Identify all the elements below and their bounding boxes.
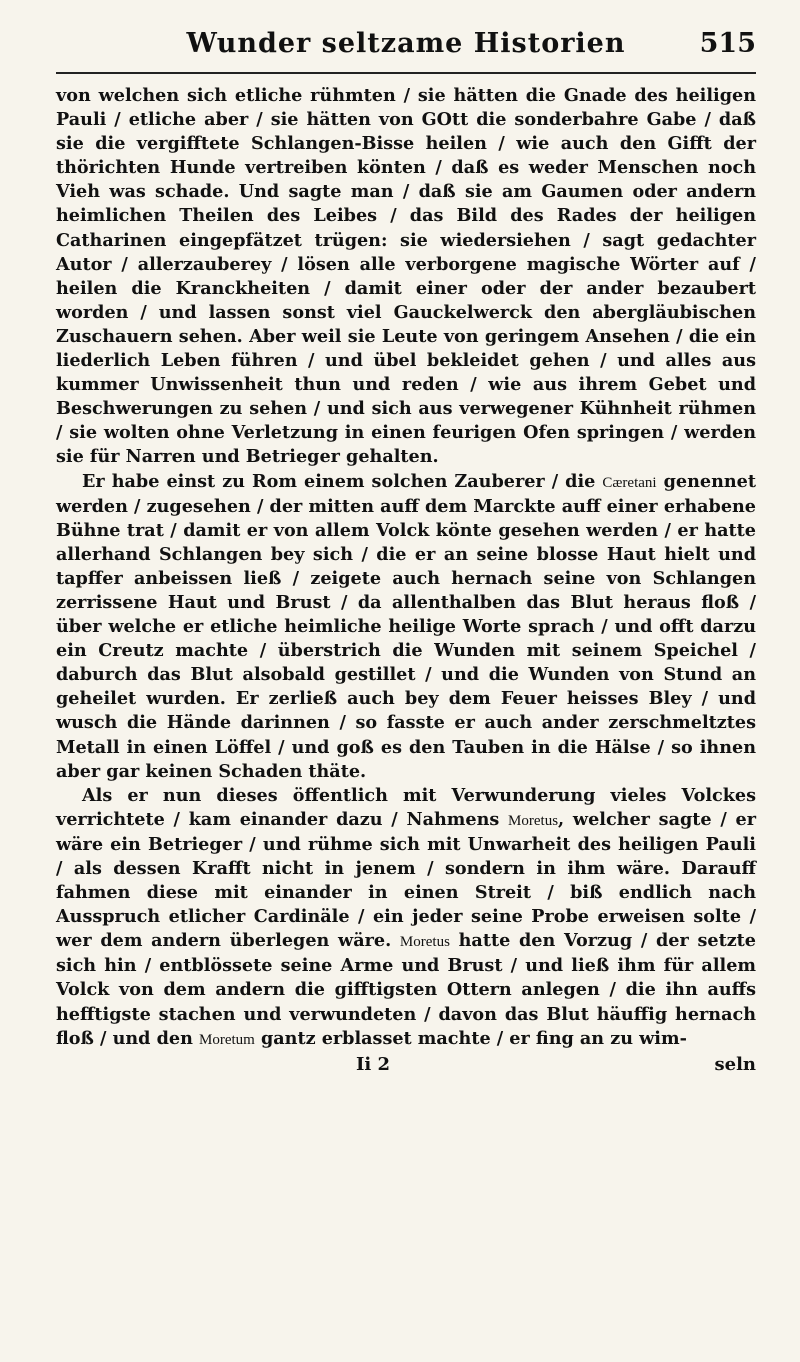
latin-term: Moretus [399,934,450,951]
body-text [56,84,756,1052]
latin-term: Moretum [199,1031,255,1048]
text-segment: genennet werden / zugesehen / der mitten auff dem Marckte auff einer erhabene Bühne trat / damit er von allem Volck könte gesehen werden / er hatte allerhand Schlangen bey sich / die er an seine blosse Haut hielt und tapffer anbeissen ließ / zeigete auch hernach seine von Schlangen zerrissene Haut und Brust / da allenthalben das Blut heraus floß / über welche er etliche heimliche heilige Worte sprach / und offt darzu ein Creutz machte / überstrich die Wunden mit seinem Speichel / daburch das Blut alsobald gestillet / und die Wunden von Stund an geheilet wurden. Er zerließ auch bey dem Feuer heisses Bley / und wusch die Hände darinnen / so fasste er auch ander zerschmeltztes Metall in einen Löffel / und goß es den Tauben in die Hälse / so ihnen aber gar keinen Schaden thäte. [56,470,757,782]
latin-term: Moretus [508,812,559,829]
text-segment: hatte den Vorzug / der setzte sich hin / entblössete seine Arme und Brust / und ließ ihm für allem Volck von dem andern die gifftigsten Ottern anlegen / die ihn auffs hefftigste stachen und verwundeten / davon das Blut häuffig hernach floß / und den [56,930,757,1049]
signature-mark: Ii 2 [356,1053,391,1075]
text-segment: , welcher sagte / er wäre ein Betrieger / und rühme sich mit Unwarheit des heiligen Pauli / als dessen Krafft nicht in jenem / sondern in ihm wäre. Darauff fahmen diese mit einander in einen Streit / biß endlich nach Ausspruch etlicher Cardinäle / ein jeder seine Probe erweisen solte / wer dem andern überlegen wäre. [56,808,757,952]
page-footer [56,1054,756,1075]
text-segment: gantz erblasset machte / er fing an zu wim- [254,1027,687,1049]
page-number: 515 [699,28,756,59]
text-segment: von welchen sich etliche rühmten / sie hätten die Gnade des heiligen Pauli / etliche aber / sie hätten von GOtt die sonderbahre Gabe / daß sie die vergifftete Schlangen-Bisse heilen / wie auch den Gifft der thörichten Hunde vertreiben könten / daß es weder Menschen noch Vieh was schade. Und sagte man / daß sie am Gaumen oder andern heimlichen Theilen des Leibes / das Bild des Rades der heiligen Catharinen eingepfätzet trügen: sie wiedersiehen / sagt gedachter Autor / allerzauberey / lösen alle verborgene magische Wörter auf / heilen die Kranckheiten / damit einer oder der ander bezaubert worden / und lassen sonst viel Gauckelwerck den abergläubischen Zuschauern sehen. Aber weil sie Leute von geringem Ansehen / die ein liederlich Leben führen / und übel bekleidet gehen / und alles aus kummer Unwissenheit thun und reden / wie aus ihrem Gebet und Beschwerungen zu sehen / und sich aus verwegener Kühnheit rühmen / sie wolten ohne Verletzung in einen feurigen Ofen springen / werden sie für Narren und Betrieger gehalten. [56,85,756,468]
running-title: Wunder seltzame Historien [186,28,626,59]
text-segment: Er habe einst zu Rom einem solchen Zauberer / die [82,470,603,492]
paragraph [56,784,756,1052]
paragraph [56,470,756,784]
text-segment: Als er nun dieses öffentlich mit Verwunderung vieles Volckes verrichtete / kam einander dazu / Nahmens [56,784,756,830]
header-rule [56,72,756,74]
page-header [56,28,756,68]
paragraph [56,84,756,470]
latin-term: Cæretani [602,474,657,491]
catchword: seln [714,1053,756,1075]
